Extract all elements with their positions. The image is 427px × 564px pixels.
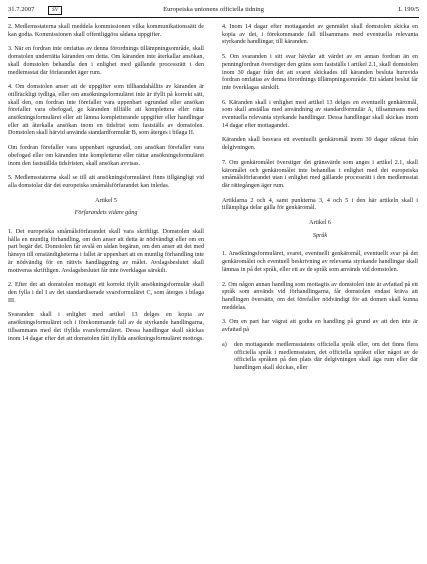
- publication-date: 31.7.2007: [8, 6, 35, 13]
- page-number: L 199/5: [398, 6, 419, 13]
- paragraph: Om fordran förefaller vara uppenbart ogrundad, om ansökan förefaller vara obefogad eller om käranden inte kompletterar eller rättar ansökningsformuläret inom den fastställda tidsfristen, skall ansökan avvisas.: [8, 145, 204, 167]
- paragraph: Artiklarna 2 och 4, samt punkterna 3, 4 och 5 i den här artikeln skall i tillämpliga delar gälla för genkäromål.: [222, 197, 418, 212]
- paragraph: 4. Om domstolen anser att de uppgifter som tillhandahållits av käranden är otillräckligt tydliga, eller om ansökningsformuläret inte är ifyllt på korrekt sätt, skall den, om fordran inte förefaller vara uppenbart ogrundad eller ansökan förefaller vara obefogad, ge käranden tillfälle att komplettera eller rätta ansökningsformuläret eller att lämna kompletterande uppgifter eller handlingar eller att återkalla ansökan inom en tidsfrist som fastställs av domstolen. Domstolen skall härvid använda standardformulär B, som återges i bilaga II.: [8, 84, 204, 137]
- paragraph: 7. Om genkäromålet överstiger det gränsvärde som anges i artikel 2.1, skall käromålet och genkäromålet inte behandlas i enlighet med det europeiska småmålsförfarandet utan i enlighet med gällande processrätt i den medlemsstat där rättegången äger rum.: [222, 159, 418, 189]
- paragraph: 2. Medlemsstaterna skall meddela kommissionen vilka kommunikationssätt de kan godta. Kommissionen skall offentliggöra sådana uppgifter.: [8, 24, 204, 38]
- paragraph: 2. Om någon annan handling som mottagits av domstolen inte är avfattad på ett språk som används vid förhandlingarna, får domstolen endast kräva att handlingen översätts, om det förefaller nödvändigt för att domen skall kunna meddelas.: [222, 281, 418, 311]
- article-number: Artikel 6: [309, 220, 331, 227]
- page-header: [8, 4, 419, 16]
- paragraph: 5. Om svaranden i sitt svar hävdar att värdet av en annan fordran än en penningfordran överstiger den gräns som fastställs i artikel 2.1, skall domstolen inom 30 dagar från det att svaret skickades till käranden besluta huruvida fordran omfattas av denna förordnings tillämpningsområde. Ett sådant beslut får inte överklagas särskilt.: [222, 54, 418, 91]
- list-item: [222, 342, 418, 373]
- article-number: Artikel 5: [95, 197, 117, 204]
- right-column: [222, 24, 418, 380]
- paragraph: 2. Efter det att domstolen mottagit ett korrekt ifyllt ansökningsformulär skall den fylla i del I av det standardiserade svarsformuläret C, som återges i bilaga III.: [8, 282, 204, 304]
- left-column: [8, 24, 204, 350]
- header-rule: [8, 17, 419, 18]
- paragraph: 1. Ansökningsformuläret, svaret, eventuellt genkäromål, eventuellt svar på det genkäromålet och eventuell beskrivning av relevanta styrkande handlingar skall lämnas in på det språk, eller ett av de språk som används vid domstolen.: [222, 251, 418, 273]
- journal-title: Europeiska unionens officiella tidning: [163, 6, 264, 13]
- paragraph: 4. Inom 14 dagar efter mottagandet av genmälet skall domstolen skicka en kopia av det, i förekommande fall tillsammans med eventuella relevanta styrkande handlingar, till käranden.: [222, 24, 418, 46]
- paragraph: Käranden skall besvara ett eventuellt genkäromål inom 30 dagar räknat från delgivningen.: [222, 137, 418, 152]
- list-item-label: a): [222, 341, 227, 348]
- article-title: Förfarandets vidare gång: [74, 210, 138, 217]
- paragraph: 6. Käranden skall i enlighet med artikel 13 delges en eventuellt genkäromål, som skall anställas med användning av standardformulär A, tillsammans med eventuella relevanta styrkande handlingar. Dessa handlingar skall skickas inom 14 dagar efter mottagandet.: [222, 99, 418, 129]
- paragraph: 3. När en fordran inte omfattas av denna förordnings tillämpningsområde, skall domstolen underrätta käranden om detta. Om käranden inte återkallar ansökan, skall domstolen behandla den i enlighet med gällande processrätt i den medlemsstat där förfarandet äger rum.: [8, 46, 204, 76]
- paragraph: 5. Medlemsstaterna skall se till att ansökningsformuläret finns tillgängligt vid alla domstolar där det europeiska småmålsförfarandet kan inledas.: [8, 175, 204, 189]
- paragraph: 3. Om en part har vägrat att godta en handling på grund av att den inte är avfattad på: [222, 319, 418, 334]
- language-badge: SV: [48, 6, 62, 15]
- list-item-text: den mottagande medlemsstatens officiella språk eller, om det finns flera officiella språk i medlemsstaten, det officiella språket eller något av de officiella språken på den plats där delgivningen skall äga rum eller där handlingen skall skickas, eller: [234, 341, 418, 371]
- article-title: Språk: [312, 232, 328, 239]
- paragraph: Svaranden skall i enlighet med artikel 13 delges en kopia av ansökningsformuläret och i förekommande fall av de styrkande handlingarna, tillsammans med det ifyllda svarsformuläret. Dessa handlingar skall skickas inom 14 dagar efter det att domstolen fått ifyllda ansökningsformuläret mottogs.: [8, 312, 204, 342]
- paragraph: 1. Det europeiska småmålsförfarandet skall vara skriftligt. Domstolen skall hålla en muntlig förhandling, om den anser att detta är nödvändigt eller om en part begär det. Domstolen får avslå en sådan begäran, om den anser att det med hänsyn till omständigheterna i fallet är uppenbart att en muntlig förhandling inte är nödvändig för en rättvis handläggning av målet. Avslagsbeslutet skall motiveras skriftligen. Avslagsbeslutet får inte överklagas särskilt.: [8, 229, 204, 274]
